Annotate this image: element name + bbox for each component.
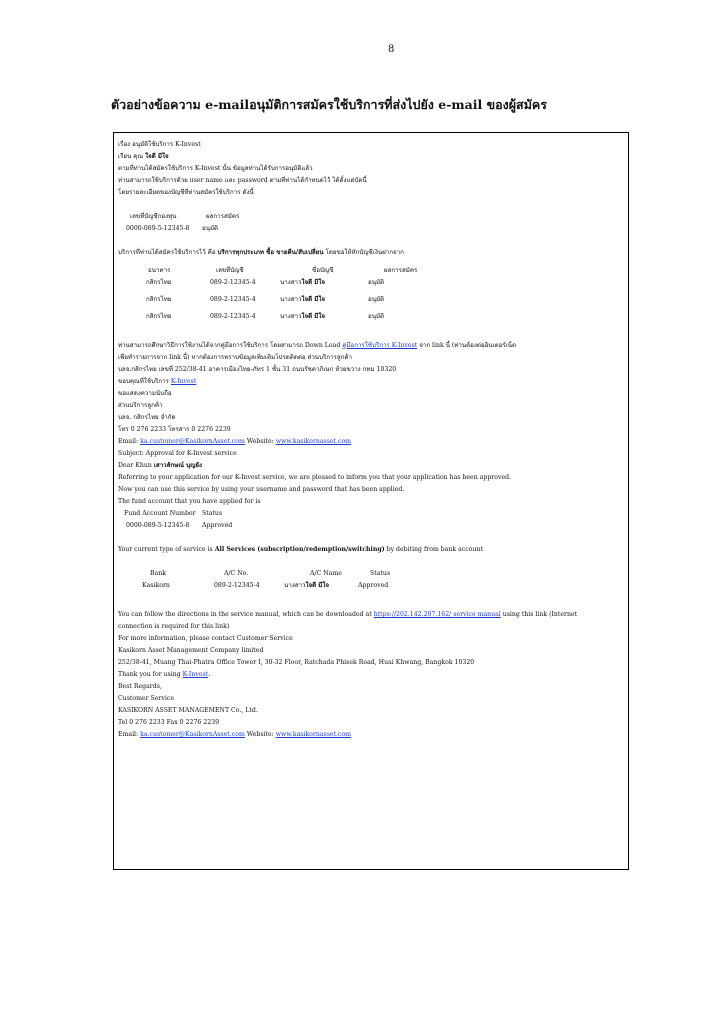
table-row: กสิกรไทย 089-2-12345-4 นางสาวใจดี มีใจ อนุมัติ [146, 296, 385, 303]
thai-dept: ส่วนบริการลูกค้า [118, 402, 163, 409]
page-heading: ตัวอย่างข้อความ e-mailอนุมัติการสมัครใช้บริการที่ส่งไปยัง e-mail ของผู้สมัคร [111, 97, 548, 112]
thai-company: บลจ. กสิกรไทย จำกัด [118, 414, 176, 421]
en-service-line: Your current type of service is All Services (subscription/redemption/switching) by debiting from bank account [118, 546, 483, 553]
en-line-3: The fund account that you have applied for is [118, 498, 261, 505]
thai-address: บลจ.กสิกรไทย เลขที่ 252/38-41 อาคารเมืองไทย-ภัทร 1 ชั้น 31 ถนนรัชดาภิเษก ห้วยขวาง กทม 10320 [118, 366, 397, 373]
en-manual-link[interactable]: https://202.142.207.162/ service manual [373, 611, 501, 618]
en-phone: Tel 0 276 2233 Fax 0 2276 2239 [118, 719, 220, 726]
table-header-row: Bank A/C No. A/C Name Status [150, 570, 391, 577]
thai-manual-line-2: เพื่อทำรายการจาก link นี้) หากต้องการทราบข้อมูลเพิ่มเติมโปรดติดต่อ ส่วนบริการลูกค้า [118, 354, 352, 361]
thai-email-link[interactable]: ka.customer@KasikornAsset.com [140, 438, 245, 445]
en-account-table [118, 508, 624, 532]
en-bank-table [118, 568, 624, 597]
en-more-info: For more information, please contact Customer Service [118, 635, 293, 642]
en-manual-line-2: connection is required for this link) [118, 623, 230, 630]
en-dept: Customer Service [118, 695, 175, 702]
en-greeting-name: เสาวลักษณ์ บุญยัง [153, 462, 202, 469]
page-number: 8 [388, 44, 395, 55]
en-address: 252/38-41, Muang Thai-Phatra Office Tower I, 30-32 Floor, Ratchada Phisek Road, Huai Khwang, Bangkok 10320 [118, 659, 475, 666]
table-row: Kasikorn 089-2-12345-4 นางสาวใจดี มีใจ Approved [142, 582, 389, 589]
table-header-row: ธนาคาร เลขที่บัญชี ชื่อบัญชี ผลการสมัคร [148, 267, 418, 274]
en-company: KASIKORN ASSET MANAGEMENT Co., Ltd. [118, 707, 258, 714]
thai-subject: เรื่อง อนุมัติใช้บริการ K-Invest [118, 141, 201, 148]
thai-greeting: เรียน คุณ ใจดี มีใจ [118, 153, 169, 160]
en-line-1: Referring to your application for our K-Invest service, we are pleased to inform you that your application has been approved. [118, 474, 512, 481]
en-subject: Subject: Approval for K-Invest service [118, 450, 237, 457]
thai-line-3: โดยรายละเอียดของบัญชีที่ท่านสมัครใช้บริการ ดังนี้ [118, 189, 254, 196]
en-company-full: Kasikorn Asset Management Company limited [118, 647, 264, 654]
email-sample-box [113, 132, 629, 870]
thai-website-link[interactable]: www.kasikornasset.com [275, 438, 352, 445]
en-line-2: Now you can use this service by using your username and password that has been applied. [118, 486, 405, 493]
thai-manual-link[interactable]: คู่มือการใช้บริการ K-Invest [342, 342, 418, 349]
thai-line-2: ท่านสามารถใช้บริการด้วย user name และ password ตามที่ท่านได้กำหนดไว้ ได้ตั้งแต่บัดนี้ [118, 177, 367, 184]
thai-greeting-name: ใจดี มีใจ [145, 153, 169, 160]
thai-service-line: บริการที่ท่านได้สมัครใช้บริการไว้ คือ บริการทุกประเภท ซื้อ ขายคืน/สับเปลี่ยน โดยขอให้หักบัญชีเงินฝากจาก [118, 249, 404, 256]
en-thanks: Thank you for using K-Invest. [118, 671, 211, 678]
thai-closing: ขอแสดงความนับถือ [118, 390, 172, 397]
en-contact: Email: ka.customer@KasikornAsset.com Website: www.kasikornasset.com [118, 731, 352, 738]
table-header-row: Fund Account Number Status [124, 510, 223, 517]
en-greeting: Dear Khun เสาวลักษณ์ บุญยัง [118, 462, 202, 469]
thai-phone: โทร 0 276 2233 โทรสาร 0 2276 2239 [118, 426, 231, 433]
thai-line-1: ตามที่ท่านได้สมัครใช้บริการ K-Invest นั้น ข้อมูลท่านได้รับการอนุมัติแล้ว [118, 165, 313, 172]
en-email-link[interactable]: ka.customer@KasikornAsset.com [140, 731, 245, 738]
table-row: กสิกรไทย 089-2-12345-4 นางสาวใจดี มีใจ อนุมัติ [146, 313, 385, 320]
table-row: 0000-089-5-12345-8 อนุมัติ [126, 225, 219, 232]
thai-kinvest-link[interactable]: K-Invest [170, 378, 197, 385]
en-manual-line: You can follow the directions in the service manual, which can be downloaded at https://202.142.207.162/ service manual using this link (Internet [118, 611, 578, 618]
table-row: กสิกรไทย 089-2-12345-4 นางสาวใจดี มีใจ อนุมัติ [146, 279, 385, 286]
thai-thanks: ขอบคุณที่ใช้บริการ K-Invest [118, 378, 197, 385]
en-closing: Best Regards, [118, 683, 162, 690]
thai-manual-line: ท่านสามารถศึกษาวิธีการใช้งานได้จากคู่มือการใช้บริการ โดยสามารถ Down Load คู่มือการใช้บริการ K-Invest จาก link นี้ (ท่านต้องต่ออินเตอร์เน็ต [118, 342, 517, 349]
thai-bank-table [118, 265, 624, 328]
table-header-row: เลขที่บัญชีกองทุน ผลการสมัคร [130, 213, 240, 220]
en-kinvest-link[interactable]: K-Invest [182, 671, 209, 678]
en-website-link[interactable]: www.kasikornasset.com [275, 731, 352, 738]
thai-account-table [118, 211, 624, 235]
table-row: 0000-089-5-12345-8 Approved [126, 522, 233, 529]
thai-contact: Email: ka.customer@KasikornAsset.com Website: www.kasikornasset.com [118, 438, 352, 445]
